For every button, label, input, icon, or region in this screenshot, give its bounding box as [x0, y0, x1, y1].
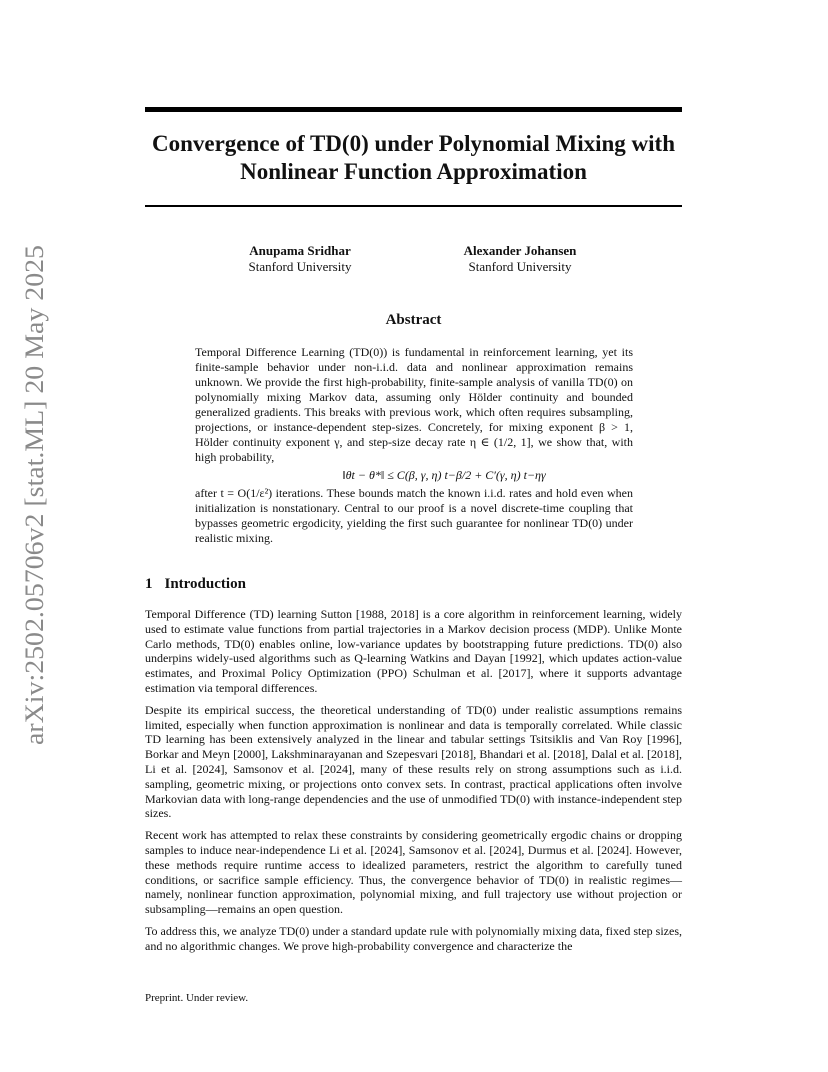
section-heading-introduction	[145, 575, 246, 593]
abstract-body	[195, 345, 633, 546]
title-bottom-rule	[145, 205, 682, 207]
section-number: 1	[145, 576, 153, 592]
intro-paragraph: Recent work has attempted to relax these constraints by considering geometrically ergodic chains or dropping samples to induce near-independence Li et al. [2024], Samsonov et al. [2024], Durmus et al. [2024]. However, these methods require runtime access to idealized parameters, restrict the algorithm to carefully tuned conditions, or sacrifice sample efficiency. Thus, the convergence behavior of TD(0) in realistic regimes—namely, nonlinear function approximation, polynomial mixing, and full trajectory use without projection or subsampling—remains an open question.	[145, 828, 682, 917]
arxiv-identifier-text: arXiv:2502.05706v2 [stat.ML] 20 May 2025	[19, 269, 49, 745]
abstract-heading: Abstract	[385, 312, 442, 328]
intro-paragraph: Temporal Difference (TD) learning Sutton [1988, 2018] is a core algorithm in reinforcement learning, widely used to estimate value functions from partial trajectories in a Markov decision process (MDP). Unlike Monte Carlo methods, TD(0) enables online, low-variance updates by bootstrapping future predictions. TD(0) also underpins widely-used algorithms such as Q-learning Watkins and Dayan [1992], which updates action-value estimates, and Proximal Policy Optimization (PPO) Schulman et al. [2017], where it supports advantage estimation via temporal differences.	[145, 607, 682, 695]
section-title: Introduction	[164, 576, 246, 592]
paper-title	[145, 130, 682, 186]
paper-title-line-2: Nonlinear Function Approximation	[240, 159, 587, 184]
introduction-body	[145, 607, 682, 961]
arxiv-identifier-stamp	[16, 240, 50, 750]
author-affiliation: Stanford University	[468, 259, 572, 274]
author-name: Alexander Johansen	[463, 243, 577, 258]
paper-title-line-1: Convergence of TD(0) under Polynomial Mixing with	[151, 131, 676, 156]
author-block	[180, 243, 420, 275]
author-name: Anupama Sridhar	[249, 243, 351, 258]
arxiv-identifier-svg	[16, 240, 50, 750]
intro-paragraph: To address this, we analyze TD(0) under a standard update rule with polynomially mixing data, fixed step sizes, and no algorithmic changes. We prove high-probability convergence and characterize the	[145, 923, 682, 953]
abstract-formula: ‖θt − θ*‖ ≤ C(β, γ, η) t−β/2 + C′(γ, η) t−ηγ	[342, 468, 546, 482]
author-block	[400, 243, 640, 275]
preprint-footer-note: Preprint. Under review.	[145, 992, 249, 1004]
author-affiliation: Stanford University	[248, 259, 352, 274]
abstract-text-part-2: after t = O(1/ε²) iterations. These bounds match the known i.i.d. rates and hold even when initialization is nonstationary. Central to our proof is a novel discrete-time coupling that bypasses geometric ergodicity, yielding the first such guarantee for nonlinear TD(0) under realistic mixing.	[195, 486, 633, 545]
intro-paragraph: Despite its empirical success, the theoretical understanding of TD(0) under realistic assumptions remains limited, especially when function approximation is nonlinear and data is temporally correlated. While classic TD learning has been extensively analyzed in the linear and tabular settings Tsitsiklis and Van Roy [1996], Borkar and Meyn [2000], Lakshminarayanan and Szepesvari [2018], Bhandari et al. [2018], Dalal et al. [2018], Li et al. [2024], Samsonov et al. [2024], many of these results rely on strong assumptions such as i.i.d. sampling, geometric mixing, or projections onto convex sets. In contrast, practical applications often involve Markovian data with long-range dependencies and the use of unmodified TD(0) with instance-independent step sizes.	[145, 702, 682, 821]
title-top-rule	[145, 107, 682, 112]
abstract-text-part-1: Temporal Difference Learning (TD(0)) is fundamental in reinforcement learning, yet its finite-sample behavior under non-i.i.d. data and nonlinear approximation remains unknown. We provide the first high-probability, finite-sample analysis of vanilla TD(0) on polynomially mixing Markov data, assuming only Hölder continuity and bounded generalized gradients. This breaks with previous work, which often requires subsampling, projections, or instance-dependent step-sizes. Concretely, for mixing exponent β > 1, Hölder continuity exponent γ, and step-size decay rate η ∈ (1/2, 1], we show that, with high probability,	[195, 345, 633, 464]
